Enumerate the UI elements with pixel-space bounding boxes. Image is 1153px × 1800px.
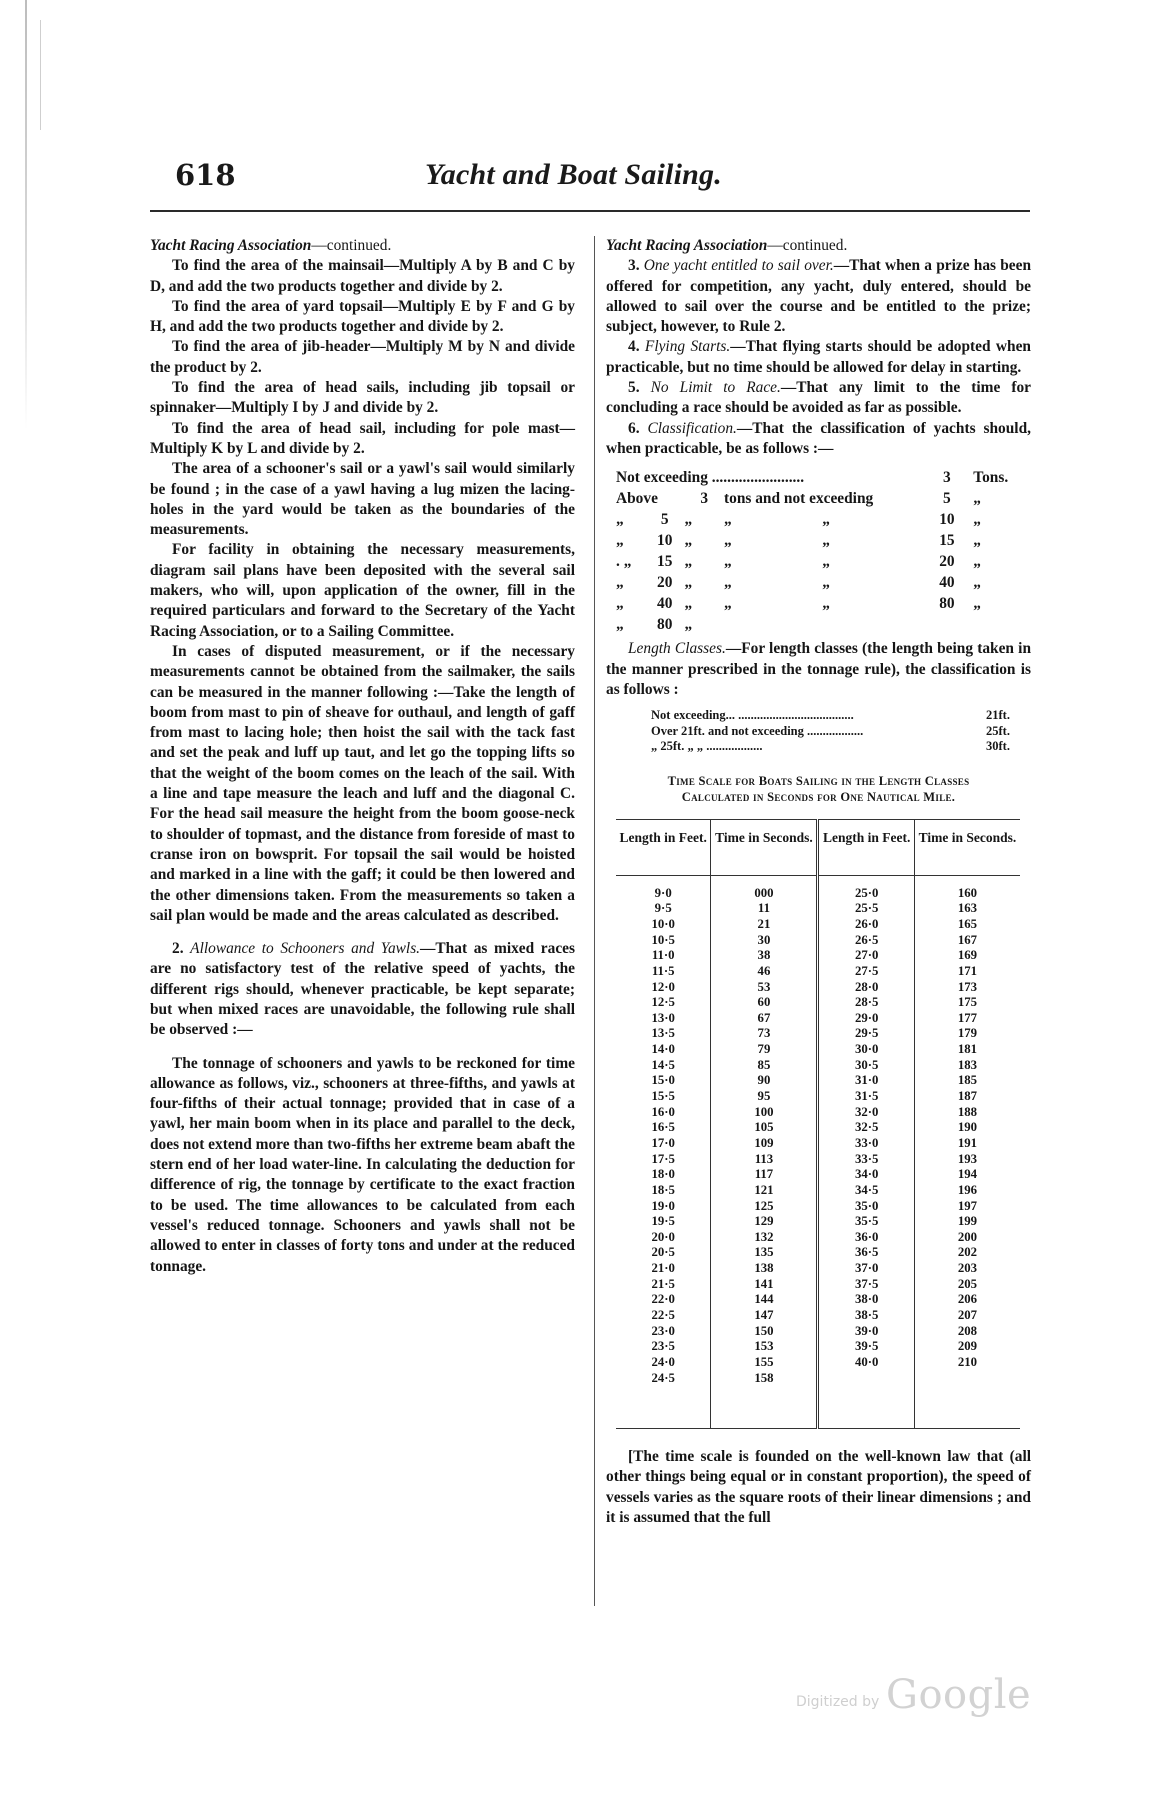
- time-seconds-cell: 67: [711, 1011, 818, 1027]
- classification-ditto: „: [724, 594, 732, 612]
- time-seconds-cell: 158: [711, 1371, 818, 1387]
- time-scale-row: [616, 1011, 1020, 1027]
- time-seconds-cell: 183: [957, 1057, 978, 1072]
- length-feet-cell: 18·0: [616, 1167, 711, 1183]
- length-feet-cell: 16·0: [616, 1105, 711, 1121]
- classification-lead: „: [616, 510, 624, 528]
- classification-upper: [921, 614, 974, 635]
- length-feet-cell: 28·5: [818, 995, 914, 1011]
- time-scale-blank-cell: [818, 1386, 914, 1429]
- classification-lower: 80: [657, 615, 673, 633]
- time-seconds-cell: 121: [711, 1183, 818, 1199]
- paragraph-diagram-plans: For facility in obtaining the necessary measurements, diagram sail plans have been deposited with the several sail makers, who will, upon application of the owner, fill in the required particulars and forward to the Secretary of the Yacht Racing Association, or to a Sailing Committee.: [150, 541, 575, 640]
- running-title: Yacht and Boat Sailing.: [425, 158, 722, 191]
- tons-label: Tons.: [973, 468, 1009, 486]
- time-scale-row: [616, 1058, 1020, 1074]
- length-feet-cell: 24·5: [616, 1371, 711, 1387]
- watermark-google-logo: Google: [886, 1672, 1032, 1718]
- time-seconds-cell: 194: [957, 1167, 978, 1182]
- classification-lower: 40: [657, 594, 673, 612]
- classification-ditto: „: [684, 594, 693, 612]
- time-seconds-cell: 190: [957, 1120, 978, 1135]
- time-scale-row: [616, 1277, 1020, 1293]
- time-seconds-cell: 167: [957, 932, 978, 947]
- time-seconds-cell: 163: [957, 901, 978, 916]
- time-scale-row: [616, 1355, 1020, 1371]
- digitized-by-google-watermark: [796, 1668, 1096, 1718]
- time-scale-table: [616, 819, 1020, 1430]
- classification-ditto: „: [724, 552, 732, 570]
- length-feet-cell: 27·0: [818, 948, 914, 964]
- time-seconds-cell: 109: [711, 1136, 818, 1152]
- rule-5-number: 5.: [628, 379, 640, 397]
- length-feet-cell: 39·0: [818, 1324, 914, 1340]
- col-time-seconds-1: Time in Seconds.: [711, 819, 818, 875]
- length-feet-cell: 33·5: [818, 1152, 914, 1168]
- time-scale-row: [616, 1183, 1020, 1199]
- time-seconds-cell: 153: [711, 1339, 818, 1355]
- watermark-digitized-by: Digitized by: [796, 1694, 880, 1710]
- length-feet-cell: 14·0: [616, 1042, 711, 1058]
- time-scale-row: [616, 1371, 1020, 1387]
- time-scale-end-row: [616, 1386, 1020, 1429]
- length-feet-cell: 20·5: [616, 1245, 711, 1261]
- length-feet-cell: 13·5: [616, 1026, 711, 1042]
- classification-ditto: „: [973, 552, 981, 570]
- time-seconds-cell: 95: [711, 1089, 818, 1105]
- continued-heading-suffix: —continued.: [767, 237, 848, 254]
- time-scale-row: [616, 1261, 1020, 1277]
- time-seconds-cell: 202: [957, 1245, 978, 1260]
- time-seconds-cell: 188: [957, 1104, 978, 1119]
- continued-heading-right: [606, 236, 1031, 256]
- classification-ditto: „: [822, 510, 830, 528]
- length-class-row: [651, 724, 1031, 740]
- length-feet-cell: 12·0: [616, 980, 711, 996]
- time-seconds-cell: 199: [957, 1214, 978, 1229]
- length-feet-cell: 15·5: [616, 1089, 711, 1105]
- rule-6: [606, 419, 1031, 460]
- length-classes-title: Length Classes.: [628, 640, 726, 658]
- time-seconds-cell: 150: [711, 1324, 818, 1340]
- length-feet-cell: [818, 1371, 914, 1387]
- time-seconds-cell: 60: [711, 995, 818, 1011]
- header-rule: [150, 210, 1030, 212]
- classification-lead: „: [616, 573, 624, 591]
- time-seconds-cell: 171: [957, 963, 978, 978]
- length-feet-cell: 17·5: [616, 1152, 711, 1168]
- classification-ditto: „: [822, 573, 830, 591]
- length-feet-cell: 30·0: [818, 1042, 914, 1058]
- paragraph-yard-topsail: To find the area of yard topsail—Multiply E by F and G by H, and add the two products together and divide by 2.: [150, 297, 575, 336]
- length-feet-cell: 26·5: [818, 933, 914, 949]
- length-class-label: Not exceeding... .....................................: [651, 708, 854, 723]
- time-seconds-cell: 175: [957, 995, 978, 1010]
- time-seconds-cell: 207: [957, 1308, 978, 1323]
- above-first-value: 3: [700, 489, 709, 507]
- length-feet-cell: 36·5: [818, 1245, 914, 1261]
- length-feet-cell: 37·5: [818, 1277, 914, 1293]
- classification-upper: 40: [939, 573, 955, 591]
- rule-6-number: 6.: [628, 419, 640, 437]
- time-seconds-cell: 185: [957, 1073, 978, 1088]
- length-class-label: Over 21ft. and not exceeding ..................: [651, 723, 864, 738]
- length-feet-cell: 24·0: [616, 1355, 711, 1371]
- length-feet-cell: 11·5: [616, 964, 711, 980]
- length-class-value: 25ft.: [986, 723, 1010, 738]
- time-seconds-cell: 11: [711, 901, 818, 917]
- time-seconds-cell: 129: [711, 1214, 818, 1230]
- right-column: [606, 236, 1031, 1528]
- time-seconds-cell: [914, 1371, 1020, 1387]
- time-scale-row: [616, 1214, 1020, 1230]
- time-scale-row: [616, 964, 1020, 980]
- length-feet-cell: 33·0: [818, 1136, 914, 1152]
- classification-ditto: „: [973, 510, 981, 528]
- page-number: 618: [175, 158, 236, 192]
- classification-ditto: „: [973, 531, 981, 549]
- length-feet-cell: 9·0: [616, 875, 711, 901]
- classification-ditto: „: [822, 531, 830, 549]
- time-seconds-cell: 187: [957, 1089, 978, 1104]
- tons-and-not-exceeding: tons and not exceeding: [724, 489, 874, 507]
- classification-upper: 15: [939, 531, 955, 549]
- time-seconds-cell: 46: [711, 964, 818, 980]
- classification-row: [616, 593, 1026, 614]
- time-seconds-cell: 209: [957, 1339, 978, 1354]
- classification-ditto: „: [724, 510, 732, 528]
- time-seconds-cell: 179: [957, 1026, 978, 1041]
- classification-lower: 15: [657, 552, 673, 570]
- time-seconds-cell: 155: [711, 1355, 818, 1371]
- time-scale-row: [616, 1026, 1020, 1042]
- time-scale-row: [616, 901, 1020, 917]
- rule-4-number: 4.: [628, 338, 640, 356]
- continued-heading-suffix: —continued.: [311, 237, 392, 254]
- time-seconds-cell: 203: [957, 1261, 978, 1276]
- paragraph-schooner-yawl: The area of a schooner's sail or a yawl's sail would similarly be found ; in the case of a yawl having a lug mizen the lacing-holes in the yard would be taken as the boundaries of the measurements.: [150, 460, 575, 539]
- not-exceeding-label: Not exceeding ........................: [616, 468, 805, 486]
- rule-2-text: —That as mixed races are no satisfactory test of the relative speed of yachts, the different rigs should, whenever practicable, be kept separate; but when mixed races are unavoidable, the following rule shall be observed :—: [150, 940, 575, 1039]
- time-seconds-cell: 208: [957, 1323, 978, 1338]
- length-feet-cell: 31·0: [818, 1073, 914, 1089]
- time-seconds-cell: 100: [711, 1105, 818, 1121]
- time-seconds-cell: 191: [957, 1135, 978, 1150]
- length-classes-list: [651, 708, 1031, 755]
- length-feet-cell: 10·5: [616, 933, 711, 949]
- paragraph-head-sails: To find the area of head sails, including jib topsail or spinnaker—Multiply I by J and divide by 2.: [150, 379, 575, 417]
- time-scale-row: [616, 1245, 1020, 1261]
- classification-row: [616, 572, 1026, 593]
- length-feet-cell: 28·0: [818, 980, 914, 996]
- length-feet-cell: 17·0: [616, 1136, 711, 1152]
- time-seconds-cell: 177: [957, 1010, 978, 1025]
- left-column: [150, 236, 575, 1277]
- above-label: Above: [616, 489, 658, 507]
- time-scale-row: [616, 1105, 1020, 1121]
- time-scale-row: [616, 1120, 1020, 1136]
- time-scale-header-row: [616, 819, 1020, 875]
- classification-row: [616, 509, 1026, 530]
- time-scale-row: [616, 1324, 1020, 1340]
- length-class-value: 21ft.: [986, 708, 1010, 723]
- time-seconds-cell: 21: [711, 917, 818, 933]
- time-scale-row: [616, 1308, 1020, 1324]
- time-scale-row: [616, 1152, 1020, 1168]
- length-feet-cell: 23·0: [616, 1324, 711, 1340]
- time-scale-blank-cell: [616, 1386, 711, 1429]
- time-seconds-cell: 38: [711, 948, 818, 964]
- classification-ditto: [973, 614, 1026, 635]
- col-length-feet-2: Length in Feet.: [818, 819, 914, 875]
- time-scale-row: [616, 875, 1020, 901]
- length-feet-cell: 32·0: [818, 1105, 914, 1121]
- classification-ditto: „: [724, 573, 732, 591]
- classification-ditto: „: [973, 594, 981, 612]
- length-feet-cell: 34·5: [818, 1183, 914, 1199]
- time-scale-row: [616, 1136, 1020, 1152]
- time-scale-row: [616, 933, 1020, 949]
- time-scale-row: [616, 1230, 1020, 1246]
- time-scale-row: [616, 1089, 1020, 1105]
- length-feet-cell: 29·5: [818, 1026, 914, 1042]
- classification-lead: „: [616, 594, 624, 612]
- length-feet-cell: 20·0: [616, 1230, 711, 1246]
- time-scale-blank-cell: [711, 1386, 818, 1429]
- time-seconds-cell: 79: [711, 1042, 818, 1058]
- length-class-row: [651, 739, 1031, 755]
- length-feet-cell: 27·5: [818, 964, 914, 980]
- length-feet-cell: 35·0: [818, 1198, 914, 1214]
- classification-ditto: „: [684, 552, 693, 570]
- column-divider: [594, 236, 595, 1606]
- time-scale-row: [616, 1042, 1020, 1058]
- time-seconds-cell: 132: [711, 1230, 818, 1246]
- time-seconds-cell: 173: [957, 979, 978, 994]
- continued-heading-left: [150, 236, 575, 256]
- length-feet-cell: 15·0: [616, 1073, 711, 1089]
- classification-lower: 5: [660, 510, 669, 528]
- length-feet-cell: 22·5: [616, 1308, 711, 1324]
- rule-4-title: Flying Starts.: [644, 338, 731, 356]
- length-feet-cell: 29·0: [818, 1011, 914, 1027]
- time-seconds-cell: 53: [711, 980, 818, 996]
- time-seconds-cell: 193: [957, 1151, 978, 1166]
- time-scale-blank-cell: [914, 1386, 1020, 1429]
- classification-row-above: [616, 488, 1026, 509]
- time-seconds-cell: 197: [957, 1198, 978, 1213]
- classification-row: [616, 614, 1026, 635]
- classification-ditto: „: [684, 615, 693, 633]
- time-scale-row: [616, 980, 1020, 996]
- paragraph-disputed-measurement: In cases of disputed measurement, or if the necessary measurements cannot be obtained from the sailmaker, the sails can be measured in the manner following :—Take the length of boom from mast to pin of sheave for outhaul, and length of gaff from mast to lacing hole; then hoist the sail with the tack fast and set the peak and luff up taut, and let go the topping lifts so that the weight of the boom comes on the leach of the sail. With a line and tape measure the leach and luff and the diagonal C. For the head sail measure the height from the boom goose-neck to shoulder of topmast, and the distance from foreside of mast to cranse iron on bowsprit. For topsail the sail would be hoisted and marked in a line with the gaff; it could be then lowered and the other dimensions taken. From the measurements so taken a sail plan would be made and the areas calculated as described.: [150, 642, 575, 924]
- time-seconds-cell: 206: [957, 1292, 978, 1307]
- rule-5: [606, 378, 1031, 419]
- length-feet-cell: 23·5: [616, 1339, 711, 1355]
- time-seconds-cell: 90: [711, 1073, 818, 1089]
- length-classes-text: —For length classes (the length being taken in the manner prescribed in the tonnage rule), the classification is as follows :: [606, 640, 1032, 698]
- length-feet-cell: 40·0: [818, 1355, 914, 1371]
- continued-heading-italic: Yacht Racing Association: [150, 237, 312, 254]
- paragraph-pole-mast: To find the area of head sail, including for pole mast—Multiply K by L and divide by 2.: [150, 419, 575, 457]
- rule-3: [606, 256, 1031, 337]
- classification-ditto: „: [684, 510, 693, 528]
- length-feet-cell: 22·0: [616, 1292, 711, 1308]
- rule-3-number: 3.: [628, 257, 640, 275]
- classification-ditto: [822, 614, 920, 635]
- length-feet-cell: 36·0: [818, 1230, 914, 1246]
- page-header: [150, 158, 1030, 198]
- time-seconds-cell: 105: [711, 1120, 818, 1136]
- length-feet-cell: 25·0: [818, 875, 914, 901]
- time-seconds-cell: 125: [711, 1198, 818, 1214]
- length-feet-cell: 37·0: [818, 1261, 914, 1277]
- length-feet-cell: 13·0: [616, 1011, 711, 1027]
- length-feet-cell: 32·5: [818, 1120, 914, 1136]
- time-scale-row: [616, 1073, 1020, 1089]
- length-feet-cell: 31·5: [818, 1089, 914, 1105]
- time-seconds-cell: 000: [711, 875, 818, 901]
- time-seconds-cell: 113: [711, 1152, 818, 1168]
- time-seconds-cell: 165: [957, 917, 978, 931]
- not-exceeding-value: 3: [943, 468, 951, 486]
- length-feet-cell: 25·5: [818, 901, 914, 917]
- length-feet-cell: 10·0: [616, 917, 711, 933]
- classification-upper: 80: [939, 594, 955, 612]
- time-seconds-cell: 196: [957, 1182, 978, 1197]
- classification-ditto: „: [822, 552, 830, 570]
- continued-heading-italic: Yacht Racing Association: [606, 237, 768, 254]
- length-class-value: 30ft.: [986, 739, 1010, 754]
- rule-5-title: No Limit to Race.: [650, 379, 781, 397]
- classification-ditto-rows: [616, 509, 1026, 635]
- scan-edge-shadow: [25, 0, 27, 430]
- length-feet-cell: 34·0: [818, 1167, 914, 1183]
- length-feet-cell: 11·0: [616, 948, 711, 964]
- scan-edge-mark: [40, 20, 41, 130]
- time-scale-row: [616, 1198, 1020, 1214]
- length-feet-cell: 14·5: [616, 1058, 711, 1074]
- length-feet-cell: 9·5: [616, 901, 711, 917]
- classification-lower: 10: [657, 531, 673, 549]
- time-scale-body: [616, 875, 1020, 1429]
- time-scale-heading-line1: Time Scale for Boats Sailing in the Length Classes: [667, 773, 970, 788]
- length-feet-cell: 35·5: [818, 1214, 914, 1230]
- time-seconds-cell: 200: [957, 1229, 978, 1244]
- classification-row: [616, 551, 1026, 572]
- classification-ditto: „: [973, 573, 981, 591]
- length-class-row: [651, 708, 1031, 724]
- rule-4: [606, 337, 1031, 378]
- time-scale-row: [616, 995, 1020, 1011]
- paragraph-mainsail: To find the area of the mainsail—Multiply A by B and C by D, and add the two products together and divide by 2.: [150, 257, 575, 295]
- length-feet-cell: 21·5: [616, 1277, 711, 1293]
- time-scale-heading: [606, 773, 1031, 805]
- length-feet-cell: 16·5: [616, 1120, 711, 1136]
- time-scale-heading-line2: Calculated in Seconds for One Nautical Mile.: [681, 789, 956, 804]
- rule-2-title: Allowance to Schooners and Yawls.: [190, 940, 421, 958]
- col-time-seconds-2: Time in Seconds.: [914, 819, 1020, 875]
- classification-lead: . „: [616, 552, 632, 570]
- classification-ditto: „: [684, 573, 693, 591]
- rule-2-number: 2.: [172, 940, 184, 958]
- length-feet-cell: 18·5: [616, 1183, 711, 1199]
- time-seconds-cell: 141: [711, 1277, 818, 1293]
- classification-ditto: „: [684, 531, 693, 549]
- time-seconds-cell: 147: [711, 1308, 818, 1324]
- time-seconds-cell: 160: [957, 885, 978, 900]
- paragraph-tonnage-allowance: The tonnage of schooners and yawls to be reckoned for time allowance as follows, viz., schooners at three-fifths, and yawls at four-fifths of their actual tonnage; provided that in case of a yawl, her main boom when in its place and parallel to the deck, does not extend more than two-fifths her extreme beam abaft the stern end of her load water-line. In calculating the deduction for difference of rig, the tonnage by certificate to the exact fraction to be used. The time allowances to be calculated from each vessel's reduced tonnage. Schooners and yawls shall not be allowed to enter in classes of forty tons and under at the reduced tonnage.: [150, 1054, 575, 1275]
- length-feet-cell: 26·0: [818, 917, 914, 933]
- length-feet-cell: 38·0: [818, 1292, 914, 1308]
- rule-4-text: —That flying starts should be adopted when practicable, but no time should be allowed for delay in starting.: [606, 338, 1031, 376]
- classification-upper: 10: [939, 510, 955, 528]
- rule-6-text: —That the classification of yachts should, when practicable, be as follows :—: [606, 419, 1031, 457]
- length-feet-cell: 38·5: [818, 1308, 914, 1324]
- time-seconds-cell: 169: [957, 948, 978, 963]
- classification-ditto: [724, 614, 822, 635]
- length-feet-cell: 39·5: [818, 1339, 914, 1355]
- rule-3-text: —That when a prize has been offered for competition, any yacht, duly entered, should be allowed to sail over the course and be entitled to the prize; subject, however, to Rule 2.: [606, 257, 1032, 336]
- time-seconds-cell: 30: [711, 933, 818, 949]
- length-feet-cell: 21·0: [616, 1261, 711, 1277]
- classification-ditto: „: [724, 531, 732, 549]
- classification-upper: 20: [939, 552, 955, 570]
- classification-ditto: „: [822, 594, 830, 612]
- time-scale-row: [616, 1292, 1020, 1308]
- time-seconds-cell: 73: [711, 1026, 818, 1042]
- classification-row: [616, 530, 1026, 551]
- time-seconds-cell: 135: [711, 1245, 818, 1261]
- length-feet-cell: 19·5: [616, 1214, 711, 1230]
- above-first-upper: 5: [943, 489, 951, 507]
- length-feet-cell: 12·5: [616, 995, 711, 1011]
- rule-3-title: One yacht entitled to sail over.: [643, 257, 834, 275]
- classification-lead: „: [616, 531, 624, 549]
- classification-lower: 20: [657, 573, 673, 591]
- time-scale-row: [616, 917, 1020, 933]
- time-scale-row: [616, 948, 1020, 964]
- time-seconds-cell: 117: [711, 1167, 818, 1183]
- time-scale-footnote: [The time scale is founded on the well-known law that (all other things being equal or in constant proportion), the speed of vessels varies as the square roots of their linear dimensions ; and it is assumed that the full: [606, 1448, 1031, 1527]
- length-feet-cell: 30·5: [818, 1058, 914, 1074]
- length-feet-cell: 19·0: [616, 1198, 711, 1214]
- rule-5-text: —That any limit to the time for concluding a race should be avoided as far as possible.: [606, 379, 1031, 417]
- paragraph-jib-header: To find the area of jib-header—Multiply M by N and divide the product by 2.: [150, 338, 575, 376]
- time-scale-row: [616, 1167, 1020, 1183]
- col-length-feet-1: Length in Feet.: [616, 819, 711, 875]
- time-seconds-cell: 138: [711, 1261, 818, 1277]
- ditto-mark: „: [973, 489, 981, 507]
- time-scale-row: [616, 1339, 1020, 1355]
- classification-lead: „: [616, 615, 624, 633]
- classification-table: [616, 467, 1026, 635]
- length-class-label: „ 25ft. „ „ ..................: [651, 739, 763, 754]
- classification-row-not-exceeding: [616, 467, 1026, 488]
- rule-6-title: Classification.: [647, 419, 737, 437]
- time-seconds-cell: 205: [957, 1276, 978, 1291]
- rule-2: [150, 939, 575, 1040]
- time-seconds-cell: 210: [957, 1354, 978, 1369]
- time-seconds-cell: 181: [957, 1042, 978, 1057]
- time-seconds-cell: 144: [711, 1292, 818, 1308]
- time-seconds-cell: 85: [711, 1058, 818, 1074]
- length-classes: [606, 639, 1031, 700]
